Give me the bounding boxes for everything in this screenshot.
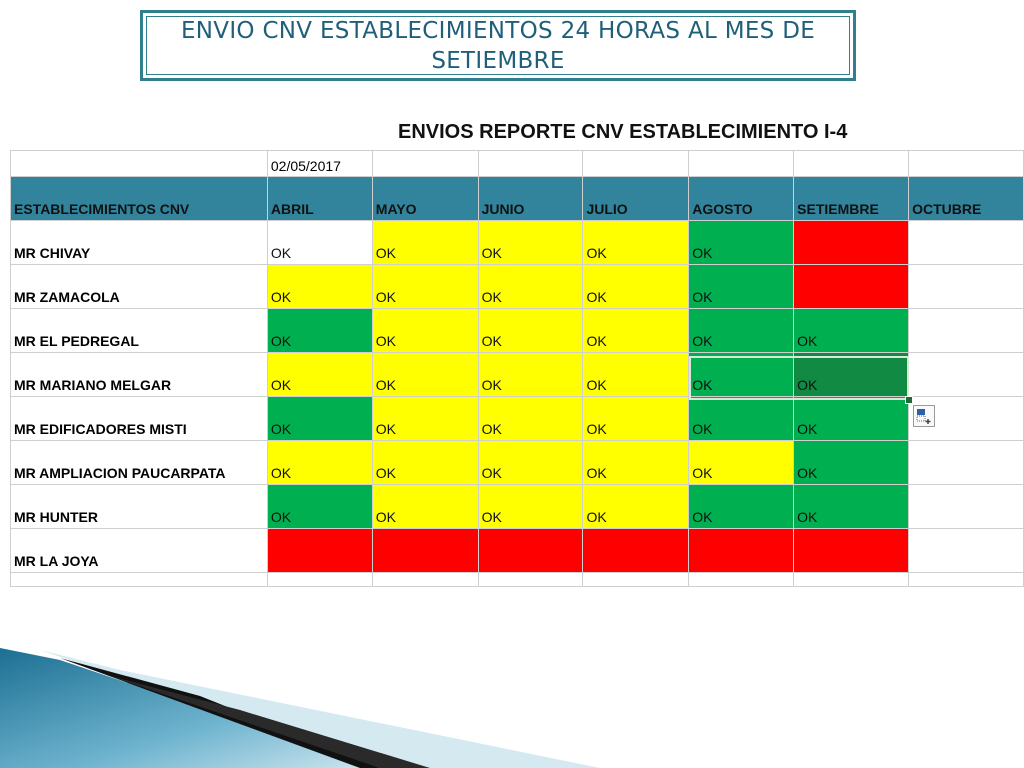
status-cell[interactable]: OK [478, 265, 583, 309]
table-row [11, 353, 1024, 397]
status-cell[interactable]: OK [689, 309, 794, 353]
status-cell[interactable]: OK [478, 397, 583, 441]
status-cell[interactable]: OK [372, 485, 478, 529]
slide-title-box [140, 10, 856, 81]
status-cell[interactable]: OK [583, 397, 689, 441]
status-cell[interactable]: OK [689, 441, 794, 485]
status-cell[interactable]: OK [372, 441, 478, 485]
status-cell[interactable]: OK [372, 265, 478, 309]
header-establecimientos[interactable]: ESTABLECIMIENTOS CNV [11, 177, 268, 221]
status-cell[interactable]: OK [267, 397, 372, 441]
status-cell[interactable] [267, 529, 372, 573]
establishment-name[interactable]: MR ZAMACOLA [11, 265, 268, 309]
table-row [11, 221, 1024, 265]
table-row [11, 309, 1024, 353]
status-cell[interactable]: OK [583, 441, 689, 485]
status-cell[interactable] [478, 529, 583, 573]
cell[interactable] [689, 151, 794, 177]
cell[interactable] [372, 151, 478, 177]
header-month[interactable]: JUNIO [478, 177, 583, 221]
status-cell[interactable] [909, 529, 1024, 573]
status-cell[interactable]: OK [689, 397, 794, 441]
status-cell[interactable]: OK [267, 485, 372, 529]
spreadsheet-table [10, 150, 1024, 587]
slide-corner-decoration [0, 640, 1024, 768]
slide-title: ENVIO CNV ESTABLECIMIENTOS 24 HORAS AL MES DE SETIEMBRE [146, 16, 850, 75]
status-cell[interactable]: OK [794, 485, 909, 529]
header-month[interactable]: AGOSTO [689, 177, 794, 221]
paste-options-icon[interactable] [913, 405, 935, 427]
status-cell[interactable]: OK [478, 353, 583, 397]
status-cell[interactable] [794, 265, 909, 309]
table-row [11, 485, 1024, 529]
status-cell[interactable]: OK [583, 485, 689, 529]
empty-row [11, 573, 1024, 587]
status-cell[interactable]: OK [267, 265, 372, 309]
status-cell[interactable] [794, 529, 909, 573]
cell[interactable] [909, 573, 1024, 587]
cell[interactable] [583, 151, 689, 177]
table-row [11, 265, 1024, 309]
cell[interactable] [478, 573, 583, 587]
status-cell[interactable] [909, 221, 1024, 265]
cell[interactable] [583, 573, 689, 587]
cell[interactable] [689, 573, 794, 587]
status-cell[interactable]: OK [267, 309, 372, 353]
cell[interactable] [794, 573, 909, 587]
status-cell[interactable]: OK [689, 265, 794, 309]
date-row [11, 151, 1024, 177]
status-cell[interactable]: OK [267, 353, 372, 397]
status-cell[interactable]: OK [583, 353, 689, 397]
status-cell[interactable] [909, 441, 1024, 485]
status-cell[interactable]: OK [372, 309, 478, 353]
cell[interactable] [794, 151, 909, 177]
status-cell[interactable]: OK [372, 397, 478, 441]
status-cell[interactable] [689, 529, 794, 573]
sheet-title: ENVIOS REPORTE CNV ESTABLECIMIENTO I-4 [398, 121, 848, 143]
status-cell[interactable] [794, 221, 909, 265]
table-row [11, 529, 1024, 573]
status-cell[interactable] [909, 353, 1024, 397]
establishment-name[interactable]: MR HUNTER [11, 485, 268, 529]
status-cell[interactable]: OK [794, 397, 909, 441]
status-cell[interactable]: OK [372, 353, 478, 397]
cell[interactable] [267, 573, 372, 587]
fill-handle[interactable] [905, 396, 913, 404]
status-cell[interactable] [583, 529, 689, 573]
status-cell[interactable]: OK [478, 221, 583, 265]
status-cell[interactable] [909, 309, 1024, 353]
header-month[interactable]: SETIEMBRE [794, 177, 909, 221]
cell[interactable] [478, 151, 583, 177]
status-cell[interactable]: OK [372, 221, 478, 265]
status-cell[interactable]: OK [478, 309, 583, 353]
cell[interactable] [372, 573, 478, 587]
establishment-name[interactable]: MR EDIFICADORES MISTI [11, 397, 268, 441]
status-cell[interactable]: OK [689, 221, 794, 265]
table-row [11, 441, 1024, 485]
cell[interactable] [11, 151, 268, 177]
status-cell[interactable]: OK [267, 441, 372, 485]
status-cell[interactable] [372, 529, 478, 573]
status-cell[interactable] [909, 485, 1024, 529]
status-cell[interactable]: OK [794, 353, 909, 397]
status-cell[interactable]: OK [267, 221, 372, 265]
header-month[interactable]: JULIO [583, 177, 689, 221]
status-cell[interactable]: OK [794, 309, 909, 353]
establishment-name[interactable]: MR EL PEDREGAL [11, 309, 268, 353]
cell[interactable] [909, 151, 1024, 177]
status-cell[interactable]: OK [583, 221, 689, 265]
date-cell[interactable]: 02/05/2017 [267, 151, 372, 177]
header-month[interactable]: ABRIL [267, 177, 372, 221]
status-cell[interactable]: OK [478, 441, 583, 485]
status-cell[interactable] [909, 265, 1024, 309]
status-cell[interactable]: OK [583, 265, 689, 309]
establishment-name[interactable]: MR MARIANO MELGAR [11, 353, 268, 397]
establishment-name[interactable]: MR CHIVAY [11, 221, 268, 265]
header-month[interactable]: OCTUBRE [909, 177, 1024, 221]
status-cell[interactable]: OK [689, 353, 794, 397]
status-cell[interactable]: OK [794, 441, 909, 485]
establishment-name[interactable]: MR LA JOYA [11, 529, 268, 573]
header-month[interactable]: MAYO [372, 177, 478, 221]
status-cell[interactable]: OK [583, 309, 689, 353]
header-row [11, 177, 1024, 221]
cell[interactable] [11, 573, 268, 587]
status-cell[interactable]: OK [478, 485, 583, 529]
table-row [11, 397, 1024, 441]
establishment-name[interactable]: MR AMPLIACION PAUCARPATA [11, 441, 268, 485]
status-cell[interactable]: OK [689, 485, 794, 529]
